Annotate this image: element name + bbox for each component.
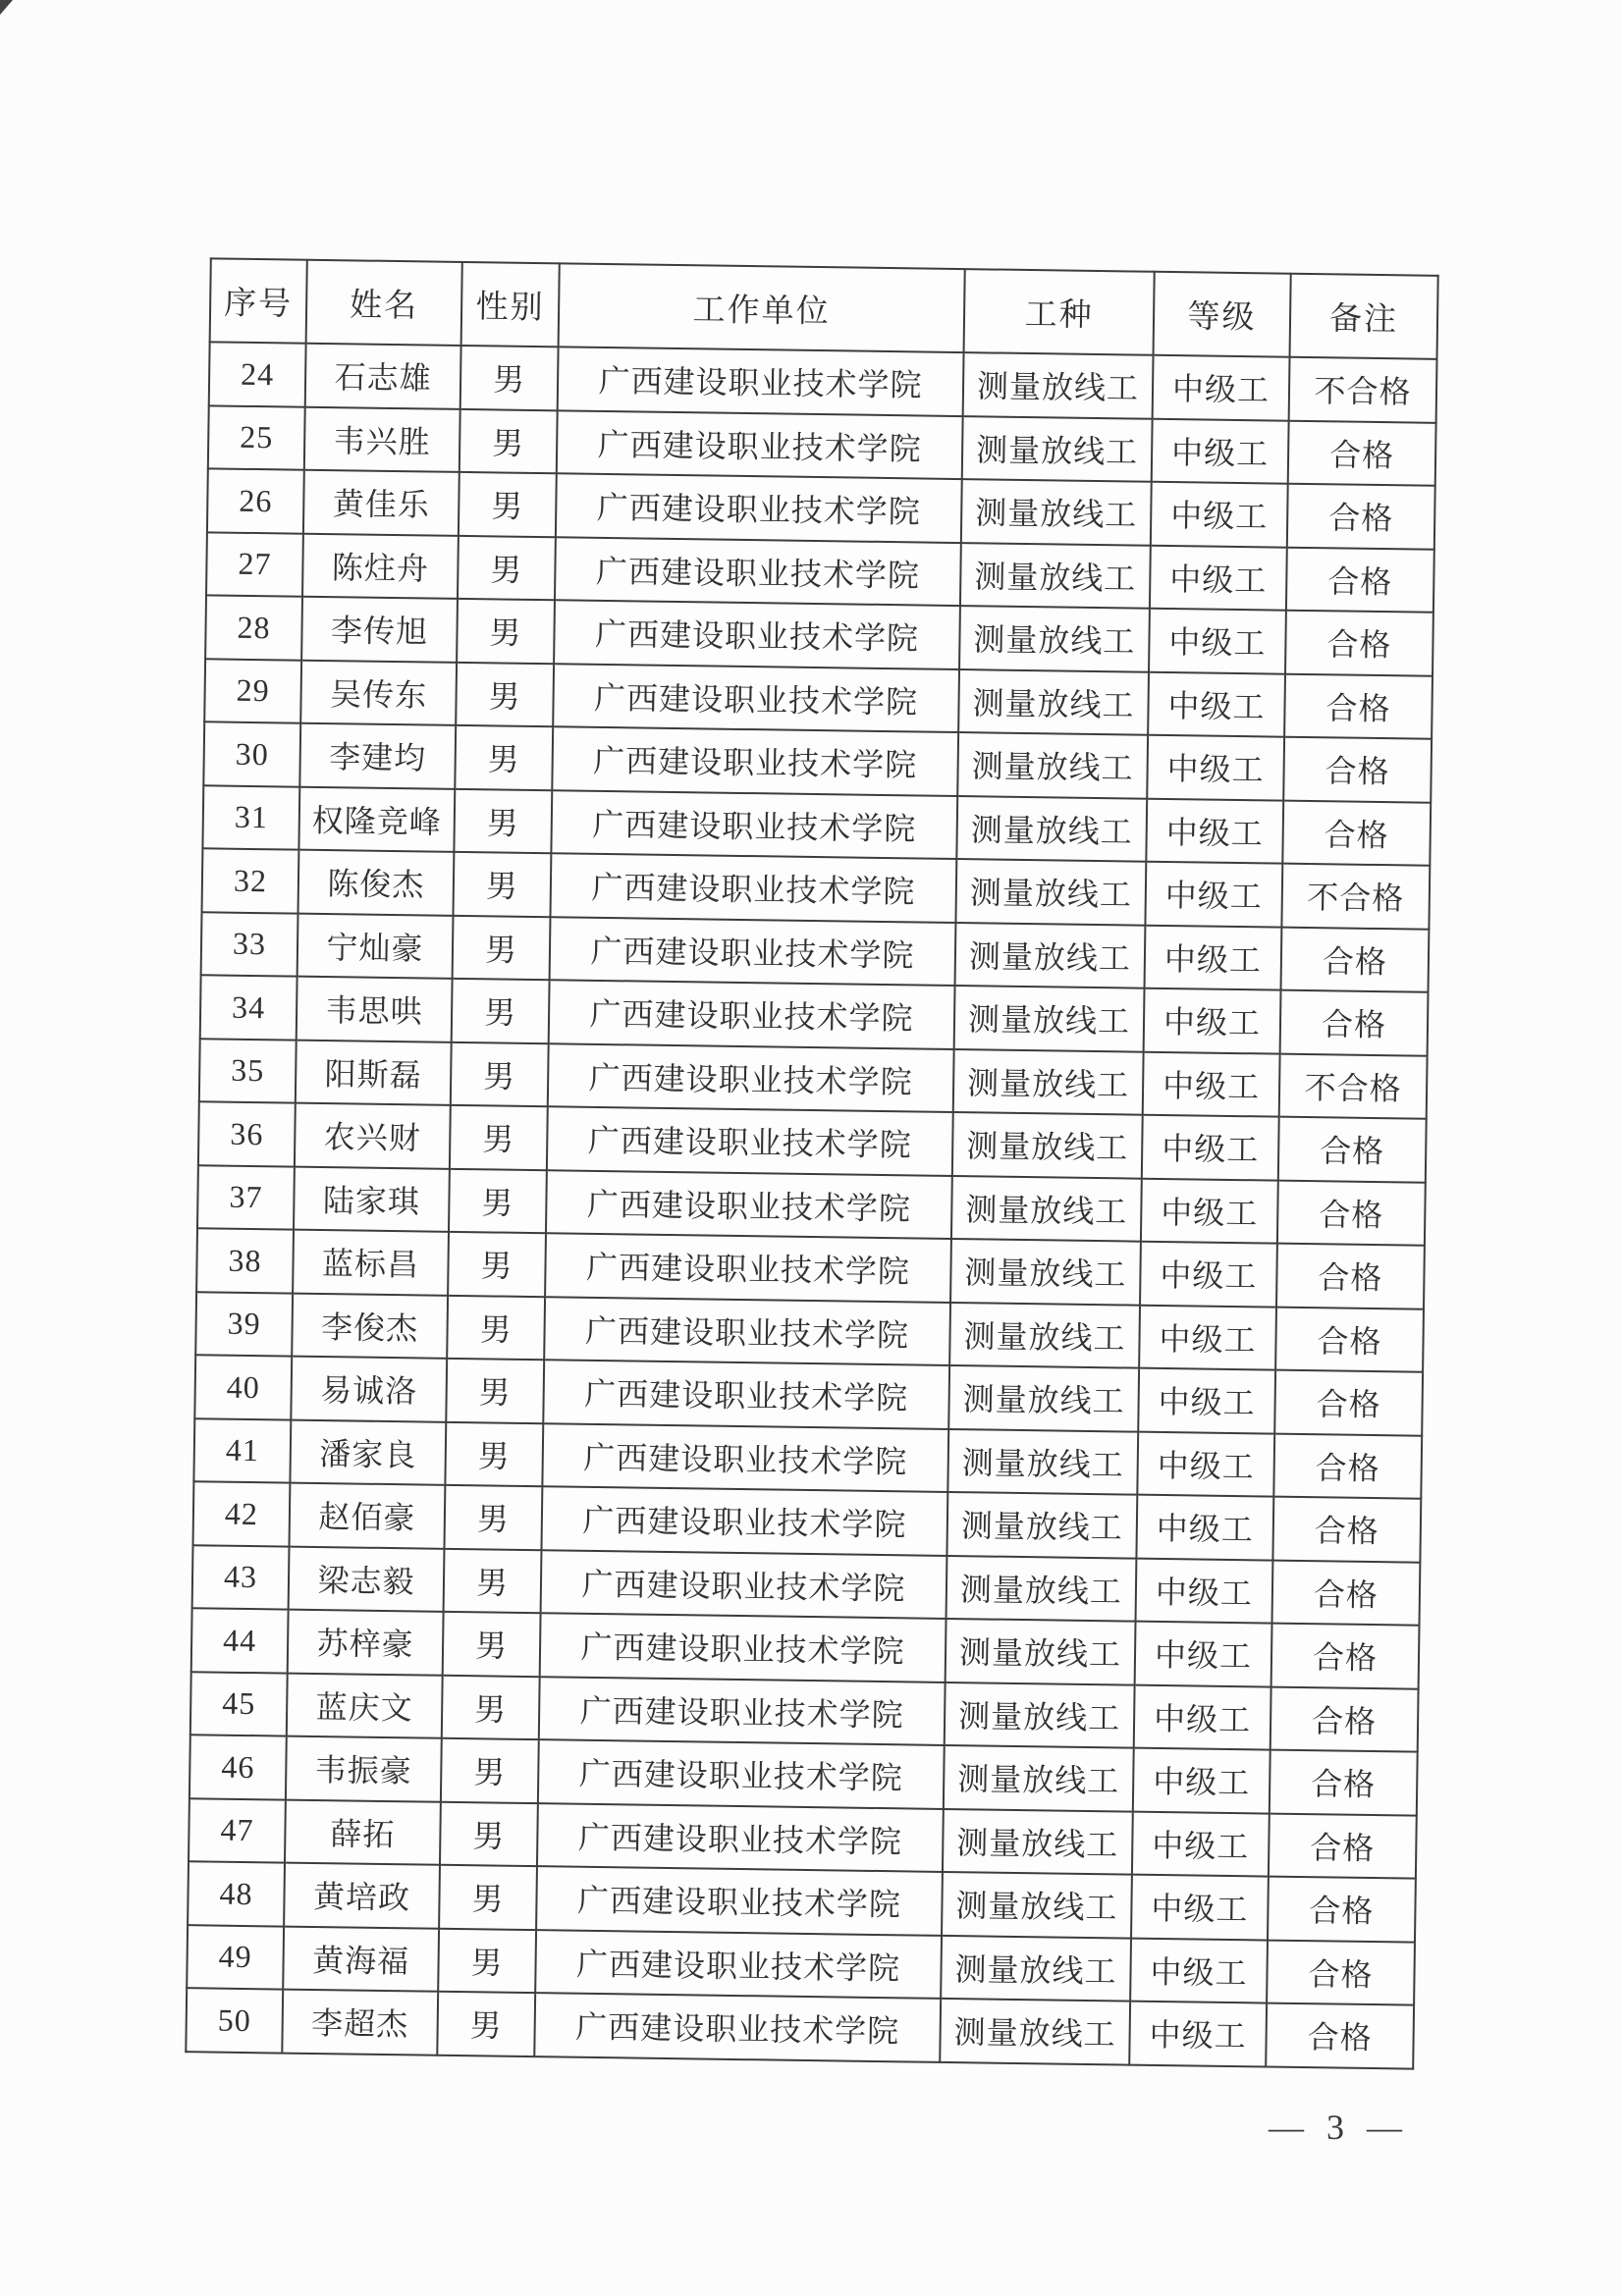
cell-work-unit: 广西建设职业技术学院	[534, 1993, 941, 2061]
cell-gender: 男	[458, 535, 556, 600]
cell-name: 韦振豪	[286, 1736, 442, 1802]
cell-grade: 中级工	[1149, 609, 1286, 673]
cell-work-unit: 广西建设职业技术学院	[543, 1360, 949, 1428]
cell-work-unit: 广西建设职业技术学院	[537, 1803, 944, 1872]
cell-work-unit: 广西建设职业技术学院	[536, 1866, 943, 1935]
cell-work-unit: 广西建设职业技术学院	[540, 1613, 946, 1682]
column-header-remark: 备注	[1290, 274, 1438, 359]
cell-name: 权隆竞峰	[298, 786, 455, 852]
cell-grade: 中级工	[1153, 355, 1290, 420]
cell-grade: 中级工	[1139, 1305, 1276, 1369]
cell-job-type: 测量放线工	[959, 606, 1150, 671]
cell-job-type: 测量放线工	[946, 1492, 1137, 1558]
cell-serial-number: 34	[200, 975, 297, 1040]
cell-serial-number: 43	[192, 1545, 290, 1610]
cell-work-unit: 广西建设职业技术学院	[546, 1170, 952, 1239]
cell-name: 石志雄	[305, 344, 461, 409]
cell-serial-number: 49	[187, 1925, 284, 1990]
cell-serial-number: 33	[201, 912, 298, 977]
cell-remark: 合格	[1278, 1117, 1427, 1183]
page-number: — 3 —	[1269, 2108, 1402, 2147]
cell-job-type: 测量放线工	[953, 1049, 1144, 1115]
cell-job-type: 测量放线工	[947, 1428, 1138, 1494]
cell-grade: 中级工	[1145, 925, 1282, 989]
cell-grade: 中级工	[1145, 862, 1282, 927]
cell-serial-number: 36	[198, 1101, 296, 1166]
cell-gender: 男	[438, 1928, 536, 1993]
cell-serial-number: 31	[202, 785, 299, 850]
cell-gender: 男	[439, 1865, 537, 1930]
cell-grade: 中级工	[1138, 1368, 1275, 1433]
cell-work-unit: 广西建设职业技术学院	[544, 1297, 950, 1365]
cell-job-type: 测量放线工	[957, 732, 1148, 798]
cell-gender: 男	[460, 346, 559, 410]
cell-grade: 中级工	[1134, 1684, 1271, 1749]
cell-remark: 合格	[1281, 927, 1430, 992]
cell-grade: 中级工	[1133, 1748, 1271, 1813]
cell-grade: 中级工	[1144, 988, 1281, 1053]
cell-serial-number: 30	[203, 721, 300, 786]
cell-serial-number: 37	[197, 1165, 295, 1230]
cell-serial-number: 38	[196, 1228, 294, 1293]
column-header-serial-number: 序号	[210, 258, 307, 343]
cell-grade: 中级工	[1143, 1051, 1280, 1116]
cell-gender: 男	[444, 1548, 542, 1613]
cell-remark: 合格	[1266, 2003, 1414, 2069]
column-header-name: 姓名	[306, 260, 462, 346]
cell-gender: 男	[445, 1421, 543, 1486]
cell-name: 韦兴胜	[304, 406, 460, 472]
cell-name: 陈俊杰	[298, 850, 455, 916]
cell-job-type: 测量放线工	[962, 416, 1153, 482]
cell-remark: 合格	[1272, 1560, 1421, 1626]
cell-name: 易诚洛	[291, 1357, 447, 1422]
cell-name: 阳斯磊	[296, 1040, 452, 1105]
cell-remark: 合格	[1280, 990, 1429, 1056]
cell-work-unit: 广西建设职业技术学院	[539, 1677, 946, 1745]
cell-serial-number: 26	[207, 468, 304, 533]
cell-gender: 男	[440, 1801, 538, 1866]
cell-grade: 中级工	[1136, 1558, 1273, 1623]
cell-gender: 男	[460, 408, 558, 473]
cell-remark: 合格	[1274, 1370, 1423, 1436]
cell-name: 潘家良	[290, 1419, 446, 1485]
cell-gender: 男	[453, 915, 551, 980]
column-header-work-unit: 工作单位	[559, 263, 965, 352]
cell-grade: 中级工	[1140, 1242, 1277, 1307]
cell-remark: 合格	[1283, 737, 1432, 803]
cell-remark: 合格	[1267, 1940, 1415, 2005]
column-header-gender: 性别	[461, 262, 560, 347]
cell-gender: 男	[443, 1612, 541, 1677]
cell-serial-number: 25	[208, 405, 305, 470]
cell-name: 蓝标昌	[293, 1230, 449, 1296]
cell-job-type: 测量放线工	[961, 479, 1152, 545]
cell-job-type: 测量放线工	[943, 1808, 1133, 1874]
cell-remark: 合格	[1276, 1244, 1425, 1309]
cell-job-type: 测量放线工	[954, 986, 1145, 1051]
cell-work-unit: 广西建设职业技术学院	[542, 1423, 948, 1492]
cell-remark: 合格	[1269, 1813, 1417, 1879]
cell-remark: 合格	[1284, 673, 1433, 739]
cell-name: 吴传东	[300, 660, 457, 725]
cell-remark: 合格	[1288, 420, 1436, 486]
cell-remark: 合格	[1287, 484, 1435, 550]
cell-remark: 合格	[1277, 1180, 1426, 1246]
cell-serial-number: 24	[209, 342, 306, 406]
cell-grade: 中级工	[1152, 418, 1289, 483]
cell-work-unit: 广西建设职业技术学院	[548, 1043, 954, 1112]
cell-job-type: 测量放线工	[960, 543, 1151, 609]
cell-grade: 中级工	[1137, 1431, 1274, 1496]
cell-work-unit: 广西建设职业技术学院	[538, 1739, 945, 1808]
cell-grade: 中级工	[1132, 1811, 1270, 1876]
cell-name: 赵佰豪	[290, 1483, 446, 1549]
cell-gender: 男	[442, 1675, 540, 1739]
cell-work-unit: 广西建设职业技术学院	[541, 1550, 947, 1619]
cell-serial-number: 42	[193, 1481, 291, 1546]
cell-serial-number: 45	[190, 1672, 288, 1736]
cell-remark: 不合格	[1279, 1053, 1428, 1119]
cell-name: 黄培政	[284, 1863, 440, 1929]
cell-gender: 男	[448, 1232, 546, 1297]
cell-work-unit: 广西建设职业技术学院	[551, 790, 957, 859]
cell-gender: 男	[452, 979, 550, 1043]
cell-serial-number: 32	[202, 848, 299, 913]
cell-grade: 中级工	[1147, 735, 1284, 800]
cell-serial-number: 41	[193, 1418, 291, 1483]
cell-remark: 合格	[1285, 611, 1433, 676]
cell-work-unit: 广西建设职业技术学院	[556, 473, 962, 542]
cell-grade: 中级工	[1129, 2002, 1267, 2066]
cell-name: 李超杰	[282, 1990, 438, 2056]
cell-name: 梁志毅	[289, 1546, 445, 1612]
cell-job-type: 测量放线工	[952, 1112, 1143, 1178]
cell-name: 李俊杰	[292, 1293, 448, 1359]
cell-serial-number: 46	[189, 1735, 287, 1799]
cell-grade: 中级工	[1131, 1875, 1269, 1940]
cell-work-unit: 广西建设职业技术学院	[553, 664, 959, 732]
cell-job-type: 测量放线工	[958, 669, 1149, 735]
cell-gender: 男	[446, 1359, 544, 1423]
cell-work-unit: 广西建设职业技术学院	[535, 1930, 942, 1999]
cell-job-type: 测量放线工	[956, 796, 1147, 862]
certification-results-table	[185, 257, 1438, 2069]
cell-grade: 中级工	[1141, 1178, 1278, 1243]
cell-name: 李传旭	[301, 597, 458, 663]
cell-remark: 合格	[1271, 1686, 1419, 1752]
cell-work-unit: 广西建设职业技术学院	[555, 537, 961, 606]
cell-serial-number: 48	[188, 1861, 285, 1926]
cell-remark: 不合格	[1281, 864, 1430, 930]
cell-grade: 中级工	[1146, 798, 1283, 863]
cell-remark: 合格	[1275, 1307, 1424, 1372]
cell-remark: 合格	[1270, 1750, 1418, 1816]
cell-serial-number: 35	[199, 1039, 297, 1103]
cell-work-unit: 广西建设职业技术学院	[550, 917, 956, 986]
cell-remark: 合格	[1268, 1877, 1416, 1943]
cell-grade: 中级工	[1136, 1495, 1273, 1560]
scan-artifact-corner	[0, 0, 13, 15]
cell-work-unit: 广西建设职业技术学院	[545, 1233, 951, 1302]
cell-serial-number: 50	[186, 1988, 283, 2053]
cell-name: 黄海福	[283, 1926, 439, 1992]
cell-job-type: 测量放线工	[945, 1682, 1135, 1747]
cell-name: 农兴财	[295, 1103, 451, 1169]
cell-work-unit: 广西建设职业技术学院	[554, 600, 960, 668]
cell-job-type: 测量放线工	[949, 1302, 1140, 1367]
cell-work-unit: 广西建设职业技术学院	[552, 726, 958, 795]
cell-gender: 男	[455, 725, 553, 790]
cell-gender: 男	[451, 1041, 549, 1106]
cell-serial-number: 40	[194, 1355, 292, 1419]
cell-work-unit: 广西建设职业技术学院	[541, 1486, 947, 1555]
cell-work-unit: 广西建设职业技术学院	[549, 980, 955, 1048]
cell-job-type: 测量放线工	[948, 1365, 1139, 1431]
cell-gender: 男	[456, 662, 554, 726]
cell-remark: 合格	[1282, 800, 1431, 866]
cell-name: 苏梓豪	[288, 1610, 444, 1676]
cell-job-type: 测量放线工	[963, 352, 1154, 418]
cell-remark: 合格	[1286, 547, 1434, 613]
cell-gender: 男	[459, 472, 557, 537]
cell-serial-number: 28	[205, 595, 302, 660]
cell-work-unit: 广西建设职业技术学院	[547, 1106, 953, 1175]
cell-grade: 中级工	[1142, 1115, 1279, 1180]
cell-gender: 男	[444, 1485, 542, 1550]
cell-job-type: 测量放线工	[940, 1999, 1130, 2064]
cell-work-unit: 广西建设职业技术学院	[558, 347, 964, 415]
cell-job-type: 测量放线工	[946, 1555, 1137, 1621]
cell-job-type: 测量放线工	[955, 923, 1146, 988]
cell-work-unit: 广西建设职业技术学院	[557, 410, 963, 479]
column-header-grade: 等级	[1154, 272, 1291, 357]
cell-name: 韦思哄	[297, 977, 453, 1042]
cell-gender: 男	[441, 1738, 539, 1803]
cell-remark: 不合格	[1289, 357, 1437, 423]
cell-name: 李建均	[299, 723, 456, 789]
cell-serial-number: 27	[206, 532, 303, 597]
cell-gender: 男	[453, 852, 551, 917]
cell-grade: 中级工	[1135, 1622, 1272, 1686]
cell-gender: 男	[447, 1295, 545, 1360]
cell-name: 宁灿豪	[297, 913, 454, 979]
cell-gender: 男	[450, 1105, 548, 1170]
cell-job-type: 测量放线工	[941, 1935, 1131, 2001]
cell-job-type: 测量放线工	[946, 1619, 1136, 1684]
cell-gender: 男	[437, 1992, 535, 2056]
cell-grade: 中级工	[1151, 482, 1288, 547]
cell-remark: 合格	[1273, 1433, 1422, 1499]
cell-remark: 合格	[1272, 1497, 1421, 1563]
cell-grade: 中级工	[1150, 545, 1287, 610]
cell-work-unit: 广西建设职业技术学院	[550, 853, 956, 922]
cell-job-type: 测量放线工	[950, 1239, 1141, 1305]
cell-serial-number: 47	[189, 1798, 286, 1863]
cell-remark: 合格	[1271, 1624, 1420, 1689]
cell-name: 黄佳乐	[303, 470, 460, 536]
column-header-job-type: 工种	[964, 269, 1155, 355]
cell-gender: 男	[454, 788, 552, 853]
cell-name: 陆家琪	[294, 1166, 450, 1232]
cell-serial-number: 39	[195, 1292, 293, 1357]
cell-name: 陈炷舟	[302, 533, 459, 599]
cell-name: 蓝庆文	[287, 1673, 443, 1738]
cell-grade: 中级工	[1130, 1938, 1268, 2002]
cell-job-type: 测量放线工	[955, 859, 1146, 925]
cell-gender: 男	[457, 599, 555, 664]
cell-name: 薛拓	[285, 1799, 441, 1865]
cell-gender: 男	[449, 1168, 547, 1233]
cell-serial-number: 29	[204, 659, 301, 723]
cell-job-type: 测量放线工	[942, 1872, 1132, 1938]
cell-serial-number: 44	[191, 1608, 289, 1673]
cell-job-type: 测量放线工	[951, 1175, 1142, 1241]
cell-job-type: 测量放线工	[944, 1745, 1134, 1811]
cell-grade: 中级工	[1148, 671, 1285, 736]
